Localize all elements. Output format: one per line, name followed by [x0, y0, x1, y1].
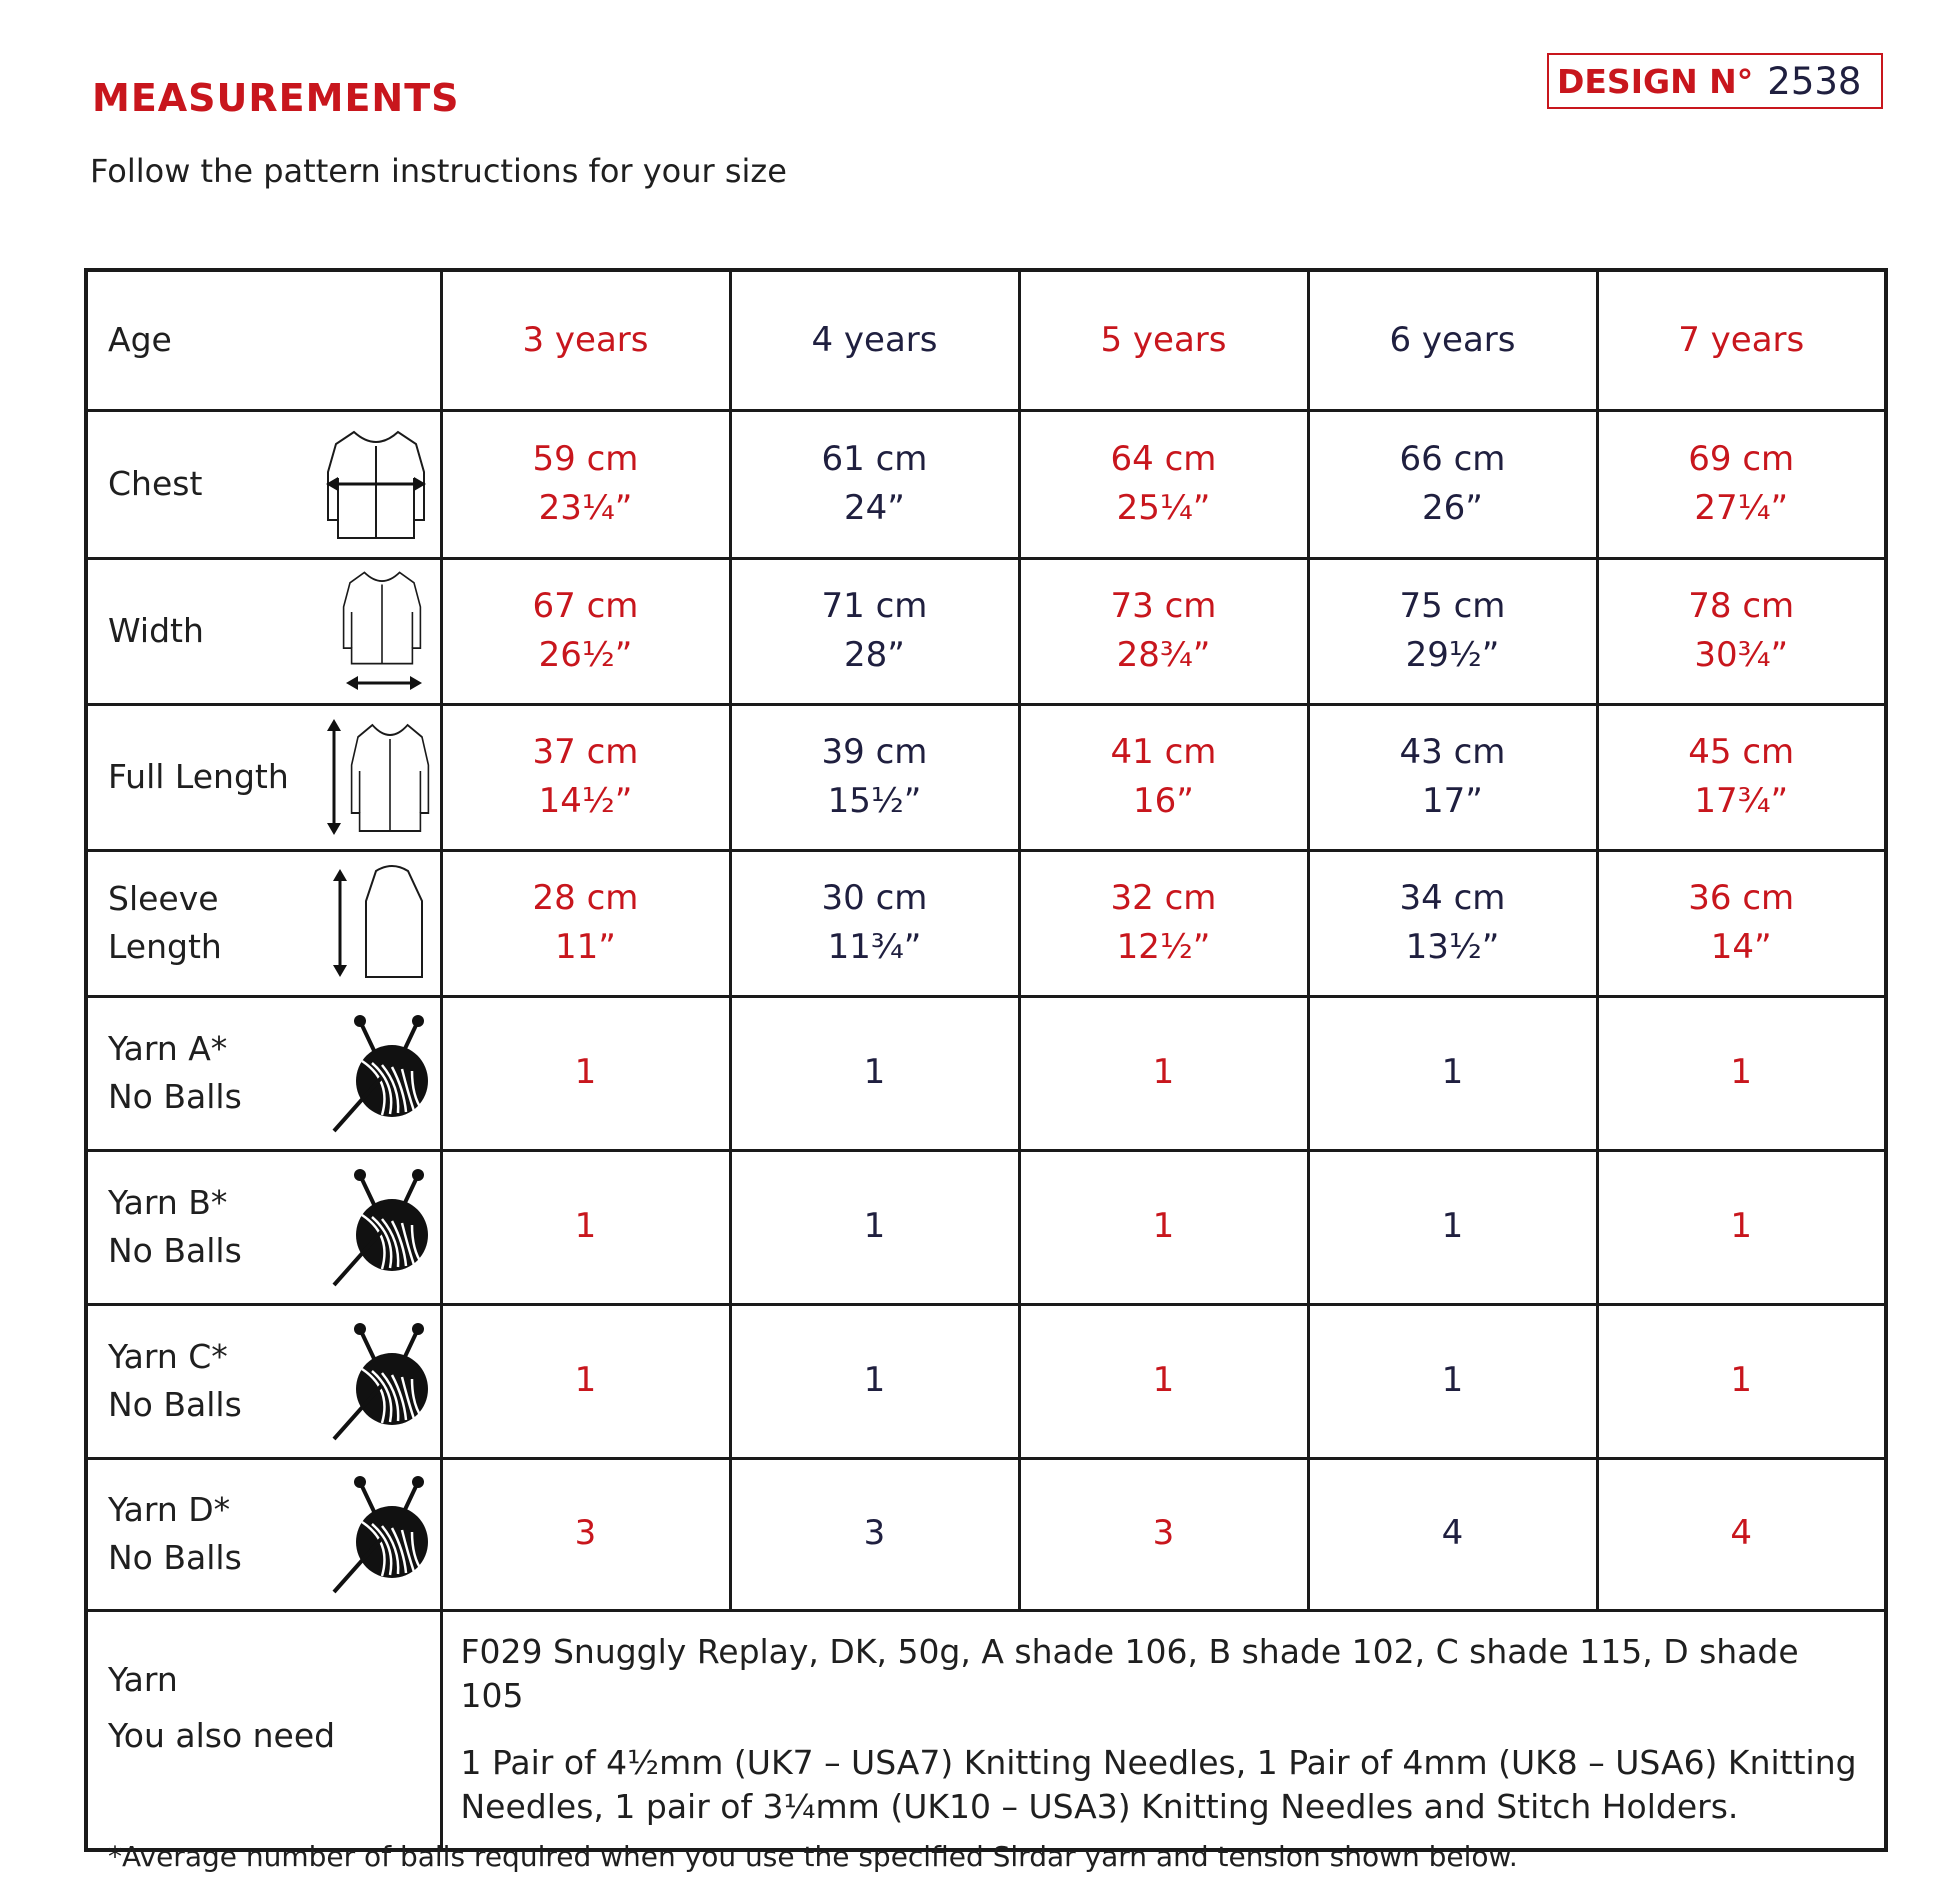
- table-cell: [1019, 1458, 1308, 1610]
- cell-value: 1: [1441, 1360, 1464, 1401]
- needles-text: 1 Pair of 4½mm (UK7 – USA7) Knitting Needles, 1 Pair of 4mm (UK8 – USA6) Knitting Needles, 1 pair of 3¼mm (UK10 – USA3) Knitting Needles and Stitch Holders.: [460, 1742, 1857, 1827]
- cell-value: 1: [1152, 1206, 1175, 1247]
- cell-value: 67 cm: [532, 585, 639, 626]
- age-header-cell: [730, 270, 1019, 410]
- cell-value-inches: 17”: [1422, 781, 1483, 821]
- cell-value: 1: [863, 1360, 886, 1401]
- cell-value: 43 cm: [1399, 731, 1506, 772]
- cell-value-inches: 11¾”: [827, 927, 922, 967]
- cell-value-inches: 13½”: [1405, 927, 1500, 967]
- table-row: [86, 1304, 1886, 1458]
- table-cell: [441, 704, 730, 850]
- cell-value-inches: 29½”: [1405, 635, 1500, 675]
- table-cell: [441, 996, 730, 1150]
- cell-value-inches: 26½”: [538, 635, 633, 675]
- table-cell: [730, 850, 1019, 996]
- age-header-cell: [1308, 270, 1597, 410]
- table-cell: [441, 1458, 730, 1610]
- cell-value: 45 cm: [1688, 731, 1795, 772]
- cell-value: 4: [1730, 1513, 1753, 1554]
- table-cell: [1308, 1304, 1597, 1458]
- row-label: Full Length: [108, 757, 289, 797]
- row-label: Yarn C* No Balls: [108, 1337, 242, 1424]
- table-cell: [1308, 1458, 1597, 1610]
- cell-value: 64 cm: [1110, 438, 1217, 479]
- cell-value: 1: [1441, 1206, 1464, 1247]
- yarn-info-row: [86, 1610, 1886, 1850]
- age-label: Age: [108, 320, 172, 360]
- age-header-cell: [1019, 270, 1308, 410]
- table-cell: [1597, 558, 1886, 704]
- cell-value: 1: [574, 1206, 597, 1247]
- table-cell: [1597, 996, 1886, 1150]
- age-header-text: 6 years: [1389, 319, 1516, 360]
- table-cell: [1308, 558, 1597, 704]
- cell-value: 4: [1441, 1513, 1464, 1554]
- table-cell: [730, 1150, 1019, 1304]
- table-cell: [1597, 410, 1886, 558]
- table-row: [86, 558, 1886, 704]
- yarn-ball-icon: [322, 1165, 432, 1289]
- table-row: [86, 410, 1886, 558]
- cell-value-inches: 14”: [1710, 927, 1772, 967]
- cell-value-inches: 25¼”: [1116, 488, 1211, 528]
- yarn-ball-icon: [322, 1011, 432, 1135]
- cell-value: 1: [1152, 1052, 1175, 1093]
- cell-value: 41 cm: [1110, 731, 1217, 772]
- cell-value: 3: [574, 1513, 597, 1554]
- table-cell: [441, 410, 730, 558]
- cell-value-inches: 27¼”: [1694, 488, 1789, 528]
- cell-value: 71 cm: [821, 585, 928, 626]
- cell-value: 3: [863, 1513, 886, 1554]
- age-header-text: 7 years: [1678, 319, 1805, 360]
- row-label: Chest: [108, 464, 203, 504]
- age-header-cell: [1597, 270, 1886, 410]
- table-cell: [1308, 850, 1597, 996]
- table-row: [86, 1150, 1886, 1304]
- table-cell: [1019, 850, 1308, 996]
- table-cell: [1019, 558, 1308, 704]
- cell-value-inches: 15½”: [827, 781, 922, 821]
- yarn-ball-icon: [322, 1319, 432, 1443]
- age-row-header: [86, 270, 441, 410]
- cell-value-inches: 17¾”: [1694, 781, 1789, 821]
- cardigan-chest-icon: [322, 422, 432, 546]
- cell-value: 59 cm: [532, 438, 639, 479]
- age-header-text: 3 years: [522, 319, 649, 360]
- table-row: [86, 704, 1886, 850]
- cell-value: 75 cm: [1399, 585, 1506, 626]
- age-header-text: 4 years: [811, 319, 938, 360]
- table-cell: [730, 996, 1019, 1150]
- table-cell: [1019, 410, 1308, 558]
- table-cell: [1308, 996, 1597, 1150]
- cell-value: 66 cm: [1399, 438, 1506, 479]
- cell-value: 1: [863, 1206, 886, 1247]
- cell-value: 37 cm: [532, 731, 639, 772]
- table-cell: [1597, 1150, 1886, 1304]
- table-cell: [1308, 1150, 1597, 1304]
- table-cell: [441, 558, 730, 704]
- age-header-text: 5 years: [1100, 319, 1227, 360]
- table-cell: [730, 558, 1019, 704]
- cell-value-inches: 23¼”: [538, 488, 633, 528]
- yarn-text: F029 Snuggly Replay, DK, 50g, A shade 106, B shade 102, C shade 115, D shade 105: [460, 1631, 1799, 1716]
- footnote: *Average number of balls required when you use the specified Sirdar yarn and tension shown below.: [108, 1840, 1518, 1873]
- table-cell: [1019, 1150, 1308, 1304]
- cell-value: 36 cm: [1688, 877, 1795, 918]
- cell-value-inches: 14½”: [538, 781, 633, 821]
- table-cell: [1308, 704, 1597, 850]
- table-cell: [1019, 996, 1308, 1150]
- table-cell: [730, 704, 1019, 850]
- row-header: [86, 558, 441, 704]
- cell-value-inches: 12½”: [1116, 927, 1211, 967]
- cell-value: 28 cm: [532, 877, 639, 918]
- table-cell: [1597, 850, 1886, 996]
- cell-value: 1: [1152, 1360, 1175, 1401]
- cell-value: 1: [1730, 1360, 1753, 1401]
- table-row: [86, 996, 1886, 1150]
- table-cell: [1597, 704, 1886, 850]
- table-row: [86, 850, 1886, 996]
- table-cell: [441, 1150, 730, 1304]
- cell-value-inches: 16”: [1133, 781, 1194, 821]
- row-header: [86, 850, 441, 996]
- design-number-box: [1547, 53, 1883, 109]
- cell-value-inches: 24”: [844, 488, 905, 528]
- cell-value: 1: [1730, 1052, 1753, 1093]
- row-label: Width: [108, 611, 204, 651]
- table-cell: [1597, 1458, 1886, 1610]
- row-label: Sleeve Length: [108, 879, 222, 966]
- row-header: [86, 704, 441, 850]
- row-header: [86, 1458, 441, 1610]
- cell-value: 34 cm: [1399, 877, 1506, 918]
- table-cell: [730, 1304, 1019, 1458]
- table-cell: [441, 850, 730, 996]
- design-label: DESIGN N°: [1557, 61, 1754, 101]
- row-label: Yarn A* No Balls: [108, 1029, 242, 1116]
- cell-value: 30 cm: [821, 877, 928, 918]
- yarn-info-header: [86, 1610, 441, 1850]
- page-title: MEASUREMENTS: [92, 76, 460, 120]
- yarn-ball-icon: [322, 1472, 432, 1596]
- table-cell: [441, 1304, 730, 1458]
- cell-value: 61 cm: [821, 438, 928, 479]
- row-header: [86, 996, 441, 1150]
- cell-value: 69 cm: [1688, 438, 1795, 479]
- yarn-label: Yarn: [108, 1659, 178, 1699]
- cardigan-length-icon: [322, 715, 432, 839]
- cell-value-inches: 28”: [844, 635, 905, 675]
- subtitle: Follow the pattern instructions for your size: [90, 152, 787, 190]
- table-cell: [730, 410, 1019, 558]
- cell-value: 1: [1730, 1206, 1753, 1247]
- yarn-info-cell: [441, 1610, 1886, 1850]
- age-row: [86, 270, 1886, 410]
- cell-value: 39 cm: [821, 731, 928, 772]
- row-header: [86, 1150, 441, 1304]
- row-header: [86, 1304, 441, 1458]
- table-cell: [1019, 704, 1308, 850]
- cell-value: 73 cm: [1110, 585, 1217, 626]
- row-label: Yarn B* No Balls: [108, 1183, 242, 1270]
- cell-value: 32 cm: [1110, 877, 1217, 918]
- table-cell: [1308, 410, 1597, 558]
- table-cell: [1597, 1304, 1886, 1458]
- cell-value: 1: [863, 1052, 886, 1093]
- cardigan-width-icon: [322, 569, 432, 693]
- row-label: Yarn D* No Balls: [108, 1490, 242, 1577]
- cell-value-inches: 26”: [1422, 488, 1483, 528]
- table-cell: [1019, 1304, 1308, 1458]
- table-cell: [730, 1458, 1019, 1610]
- cell-value-inches: 30¾”: [1694, 635, 1789, 675]
- cell-value: 1: [574, 1360, 597, 1401]
- cell-value-inches: 28¾”: [1116, 635, 1211, 675]
- also-need-label: You also need: [108, 1715, 336, 1755]
- sleeve-length-icon: [322, 861, 432, 985]
- cell-value-inches: 11”: [555, 927, 616, 967]
- cell-value: 1: [1441, 1052, 1464, 1093]
- row-header: [86, 410, 441, 558]
- age-header-cell: [441, 270, 730, 410]
- table-row: [86, 1458, 1886, 1610]
- cell-value: 78 cm: [1688, 585, 1795, 626]
- measurements-table: [84, 268, 1888, 1852]
- cell-value: 3: [1152, 1513, 1175, 1554]
- design-number: 2538: [1767, 59, 1862, 103]
- cell-value: 1: [574, 1052, 597, 1093]
